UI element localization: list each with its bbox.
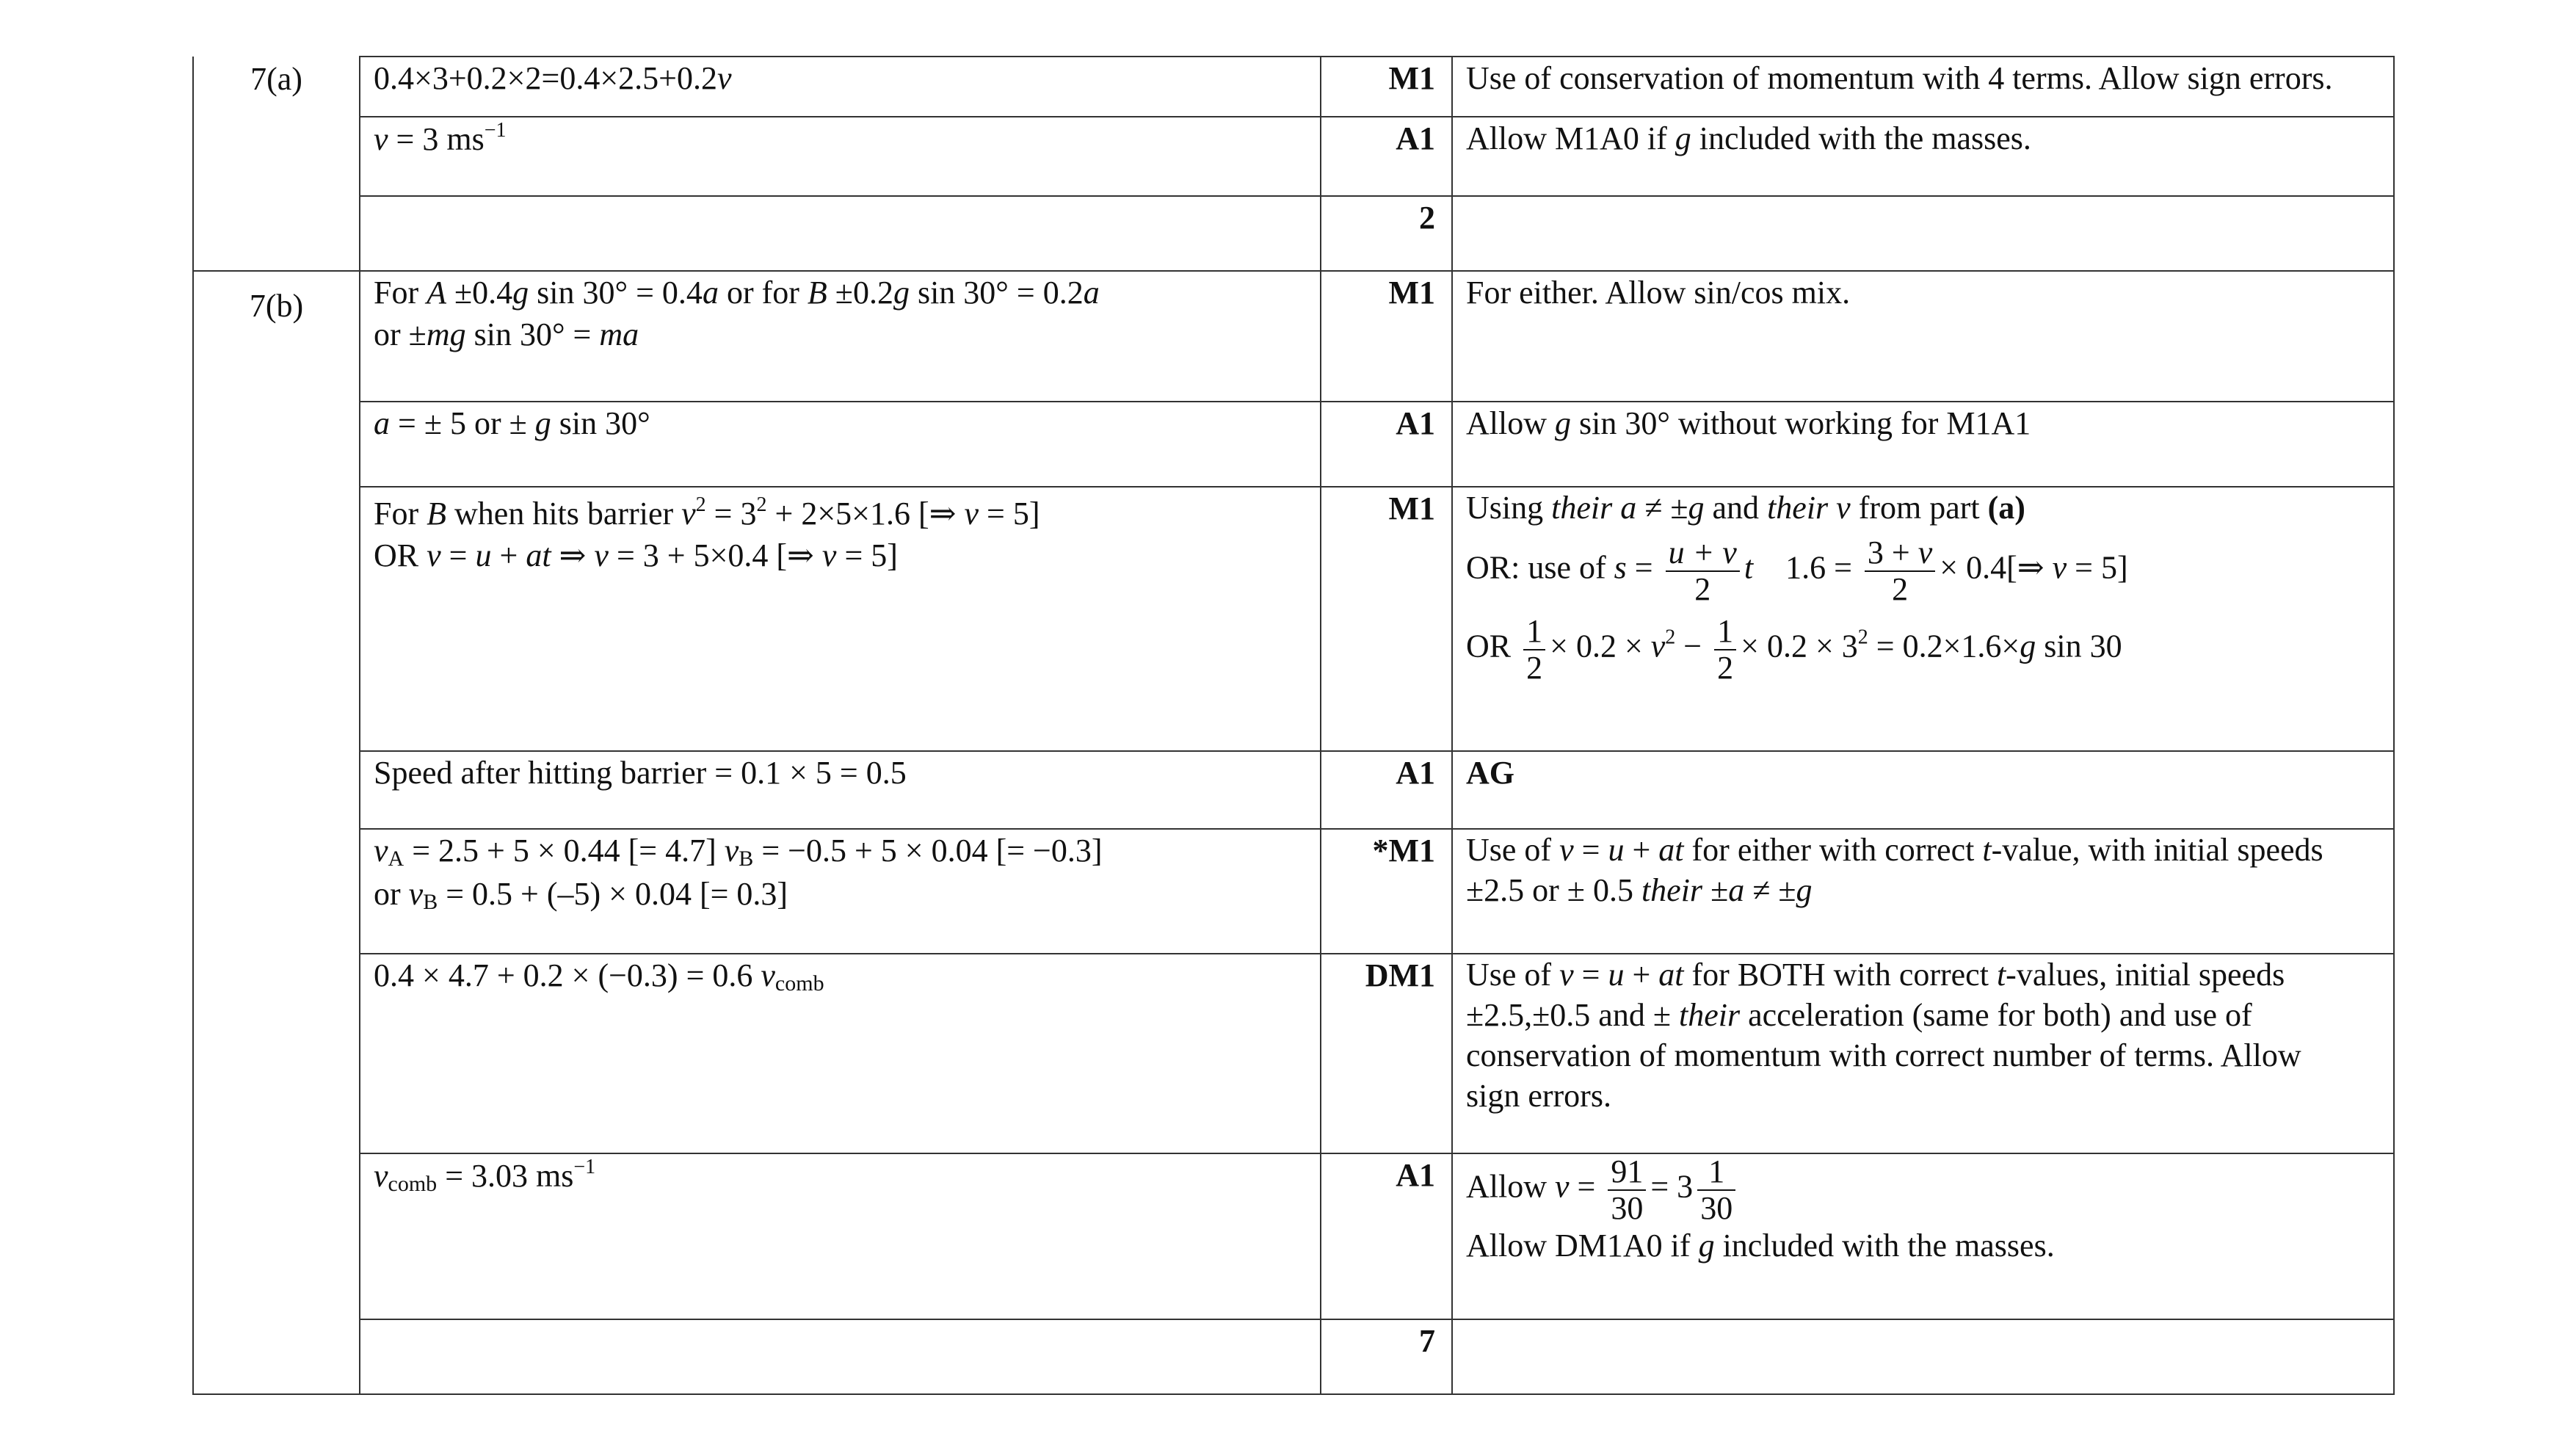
table-row	[193, 1319, 2394, 1394]
question-number: 7(b)	[249, 288, 304, 324]
mark-cell: A1	[1321, 1153, 1452, 1319]
table-row	[193, 57, 2394, 117]
mark-cell: A1	[1321, 402, 1452, 487]
guidance-cell: Use of v = u + at for either with correct t-value, with initial speeds ±2.5 or ± 0.5 their ±a ≠ ±g	[1452, 829, 2394, 954]
guidance-cell	[1452, 196, 2394, 271]
answer-cell: For A ±0.4g sin 30° = 0.4a or for B ±0.2g sin 30° = 0.2a or ±mg sin 30° = ma	[360, 271, 1321, 402]
guidance-cell: Using their a ≠ ±g and their v from part (a) OR: use of s = $\frac{u + v}{2}$ t 1.6 = $\frac{3 + v}{2}$ × 0.4[⇒ v = 5] OR $\frac{1}{2}$ × $0.2 \times v^2$ − $\frac{1}{2}$ × $0.2 \times 3^2 = 0.2\times 1.6\times g$ sin 30	[1452, 487, 2394, 751]
answer-cell: $v_A = 2.5 + 5 \times 0.44$ [= 4.7] $v_B = -0.5 + 5 \times 0.04$ [= −0.3] or $v_B = 0.5 + (-5) \times 0.04$ [= 0.3]	[360, 829, 1321, 954]
question-number-cell	[193, 57, 360, 271]
guidance-cell: Allow M1A0 if g included with the masses.	[1452, 117, 2394, 196]
table-row	[193, 117, 2394, 196]
mark-scheme-table	[192, 56, 2395, 1395]
mark-cell: M1	[1321, 271, 1452, 402]
answer-cell: v = 3 $ms^{-1}$	[360, 117, 1321, 196]
table-row	[193, 751, 2394, 829]
guidance-cell: For either. Allow sin/cos mix.	[1452, 271, 2394, 402]
guidance-cell: Allow v = $\frac{91}{30}$ = 3 $\frac{1}{30}$ Allow DM1A0 if g included with the masses.	[1452, 1153, 2394, 1319]
mark-cell: *M1	[1321, 829, 1452, 954]
table-row	[193, 954, 2394, 1153]
guidance-cell: Use of conservation of momentum with 4 terms. Allow sign errors.	[1452, 57, 2394, 117]
total-mark: 7	[1321, 1319, 1452, 1394]
mark-cell: A1	[1321, 751, 1452, 829]
mark-cell: A1	[1321, 117, 1452, 196]
total-mark: 2	[1321, 196, 1452, 271]
answer-cell: $v_{comb} = 3.03$ $ms^{-1}$	[360, 1153, 1321, 1319]
table-row	[193, 487, 2394, 751]
mark-cell: DM1	[1321, 954, 1452, 1153]
table-row	[193, 271, 2394, 402]
answer-cell: 0.4 × 4.7 + 0.2 × (−0.3) = 0.6 $v_{comb}$	[360, 954, 1321, 1153]
mark-cell: M1	[1321, 487, 1452, 751]
guidance-cell: AG	[1452, 751, 2394, 829]
answer-cell: a = ± 5 or ± g sin 30°	[360, 402, 1321, 487]
table-row	[193, 829, 2394, 954]
answer-text: 0.4×3+0.2×2=0.4×2.5+0.2v	[374, 60, 732, 96]
guidance-cell	[1452, 1319, 2394, 1394]
answer-cell	[360, 196, 1321, 271]
guidance-cell: Allow g sin 30° without working for M1A1	[1452, 402, 2394, 487]
answer-cell: For B when hits barrier $v^2 = 3^2 + 2\times 5\times 1.6$ [⇒ v = 5] OR v = u + at ⇒ v = 3 + 5×0.4 [⇒ v = 5]	[360, 487, 1321, 751]
table-row	[193, 402, 2394, 487]
mark-cell: M1	[1321, 57, 1452, 117]
question-number: 7(a)	[250, 61, 302, 97]
table-row	[193, 1153, 2394, 1319]
answer-cell: Speed after hitting barrier = 0.1 × 5 = 0.5	[360, 751, 1321, 829]
table-row	[193, 196, 2394, 271]
answer-cell	[360, 1319, 1321, 1394]
guidance-cell: Use of v = u + at for BOTH with correct t-values, initial speeds ±2.5,±0.5 and ± their acceleration (same for both) and use of conservation of momentum with correct number of terms. Allow sign errors.	[1452, 954, 2394, 1153]
answer-cell	[360, 57, 1321, 117]
question-number-cell	[193, 271, 360, 1394]
